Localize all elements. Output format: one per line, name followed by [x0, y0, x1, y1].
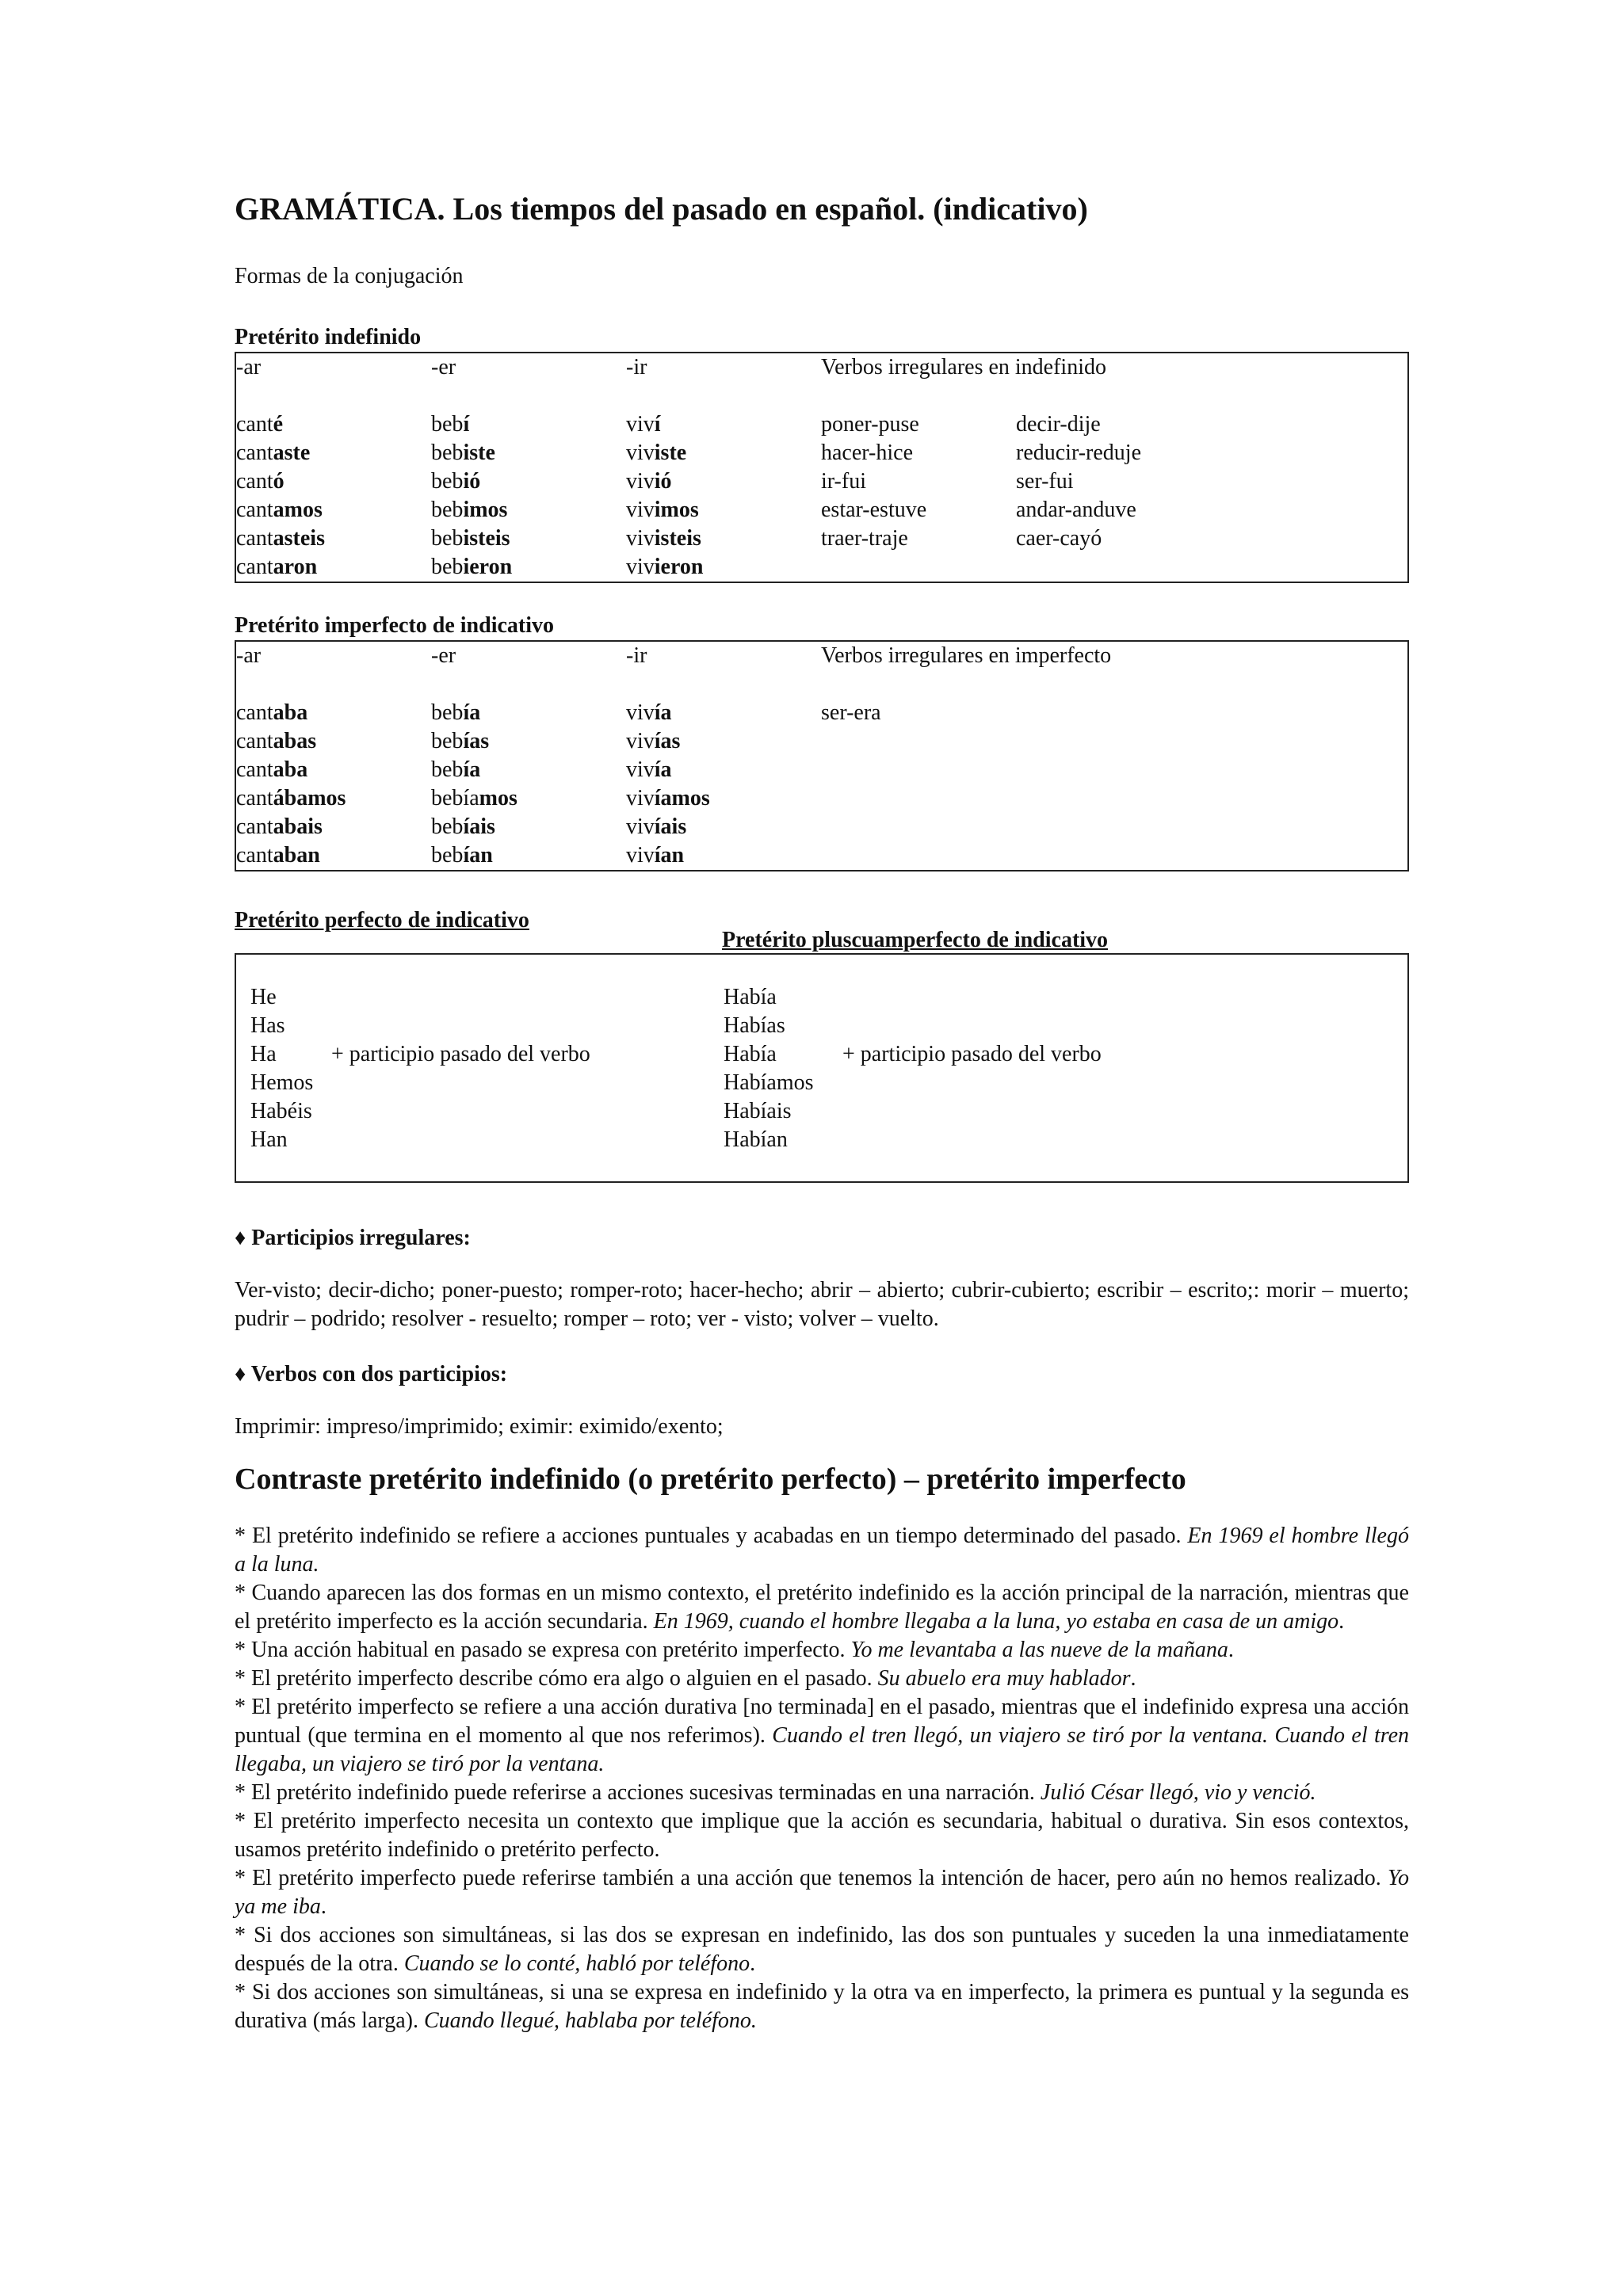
irregular-verb: hacer-hice — [821, 440, 914, 465]
auxiliary-form: Han — [250, 1127, 288, 1153]
example-sentence: Cuando llegué, hablaba por teléfono. — [423, 2008, 757, 2033]
auxiliary-form: Habían — [724, 1127, 788, 1153]
er-form: bebía — [431, 757, 481, 782]
irregular-verb — [821, 727, 1016, 756]
auxiliary-form: Has — [250, 1013, 285, 1039]
ar-form: cantasteis — [236, 525, 325, 551]
example-sentence: Julió César llegó, vio y venció. — [1040, 1779, 1316, 1805]
auxiliary-form: Ha — [250, 1042, 277, 1067]
ir-form: vivimos — [626, 497, 699, 522]
irregular-verb — [821, 553, 1016, 582]
imperfecto-table — [235, 640, 1409, 871]
irregular-verb — [821, 841, 1016, 870]
perfecto-label: Pretérito perfecto de indicativo — [235, 907, 529, 933]
conjugation-row — [236, 813, 1407, 841]
ar-form: cantábamos — [236, 785, 346, 810]
spacer — [236, 670, 1407, 699]
grammar-note: * Cuando aparecen las dos formas en un mismo contexto, el pretérito indefinido es la acción principal de la narración, mientras que el pretérito imperfecto es la acción secundaria. En 1969, cuando el hombre llegaba a la luna, yo estaba en casa de un amigo. — [235, 1580, 1409, 1634]
example-sentence: Yo ya me iba — [235, 1865, 1409, 1919]
auxiliary-form: Habíamos — [724, 1070, 814, 1096]
example-sentence: Su abuelo era muy hablador — [877, 1665, 1131, 1691]
perfecto-suffix: + participio pasado del verbo — [331, 1042, 590, 1067]
grammar-note: * El pretérito imperfecto se refiere a una acción durativa [no terminada] en el pasado, mientras que el indefinido expresa una acción puntual (que termina en el momento al que nos referimos). Cuando el tren llegó, un viajero se tiró por la ventana. Cuando el tren llegaba, un viajero se tiró por la ventana. — [235, 1694, 1410, 1776]
er-form: bebió — [431, 468, 481, 494]
compound-tenses-box — [235, 953, 1409, 1183]
column-header: -ar — [236, 354, 262, 379]
irregular-verb: decir-dije — [1016, 411, 1101, 437]
grammar-note: * Si dos acciones son simultáneas, si una se expresa en indefinido y la otra va en imperfecto, la primera es puntual y la segunda es durativa (más larga). Cuando llegué, hablaba por teléfono. — [235, 1979, 1409, 2033]
er-form: bebiste — [431, 440, 495, 465]
ir-form: viviste — [626, 440, 687, 465]
irregular-verb — [1016, 553, 1254, 582]
page-title: GRAMÁTICA. Los tiempos del pasado en español. (indicativo) — [235, 191, 1088, 227]
ar-form: cantaron — [236, 554, 318, 579]
auxiliary-form: Habías — [724, 1013, 785, 1039]
conjugation-row — [236, 727, 1407, 756]
auxiliary-form: Hemos — [250, 1070, 314, 1096]
column-header: -ar — [236, 643, 262, 668]
imperfecto-label: Pretérito imperfecto de indicativo — [235, 612, 555, 638]
ir-form: vivíais — [626, 814, 687, 839]
ir-form: vivía — [626, 700, 672, 725]
example-sentence: Cuando el tren llegó, un viajero se tiró por la ventana. Cuando el tren llegaba, un viajero se tiró por la ventana. — [235, 1722, 1410, 1776]
irregular-verb — [821, 813, 1016, 841]
column-header: -er — [431, 643, 456, 668]
example-sentence: Cuando se lo conté, habló por teléfono — [403, 1951, 750, 1976]
contraste-notes — [235, 1522, 1409, 2035]
auxiliary-form: Habéis — [250, 1099, 312, 1124]
conjugation-row — [236, 524, 1407, 553]
conjugation-row — [236, 496, 1407, 524]
auxiliary-form: He — [250, 985, 277, 1010]
column-header: Verbos irregulares en indefinido — [821, 354, 1106, 379]
irregular-verb: ser-era — [821, 700, 881, 725]
conjugation-row — [236, 784, 1407, 813]
irregular-verb: ir-fui — [821, 468, 866, 494]
auxiliary-form: Habíais — [724, 1099, 792, 1124]
er-form: bebíamos — [431, 785, 517, 810]
conjugation-row — [236, 410, 1407, 439]
conjugation-row — [236, 439, 1407, 467]
conjugation-row — [236, 841, 1407, 870]
er-form: bebíais — [431, 814, 495, 839]
pluscuamperfecto-suffix: + participio pasado del verbo — [842, 1042, 1102, 1067]
er-form: bebían — [431, 842, 493, 868]
conjugation-row — [236, 553, 1407, 582]
subtitle: Formas de la conjugación — [235, 264, 464, 288]
irregular-verb: caer-cayó — [1016, 525, 1102, 551]
ir-form: vivió — [626, 468, 672, 494]
ar-form: cantabas — [236, 728, 317, 753]
grammar-note: * El pretérito imperfecto puede referirse también a una acción que tenemos la intención de hacer, pero aún no hemos realizado. Yo ya me iba. — [235, 1865, 1409, 1919]
auxiliary-form: Había — [724, 985, 777, 1010]
grammar-note: * El pretérito indefinido se refiere a acciones puntuales y acabadas en un tiempo determinado del pasado. En 1969 el hombre llegó a la luna. — [235, 1523, 1409, 1577]
compound-tenses-header — [235, 906, 1409, 954]
er-form: bebías — [431, 728, 490, 753]
grammar-note: * El pretérito indefinido puede referirse a acciones sucesivas terminadas en una narración. Julió César llegó, vio y venció. — [235, 1779, 1316, 1805]
ir-form: vivíamos — [626, 785, 710, 810]
ar-form: cantaba — [236, 700, 308, 725]
grammar-note: * El pretérito imperfecto necesita un contexto que implique que la acción es secundaria, habitual o durativa. Sin esos contextos, usamos pretérito indefinido o pretérito perfecto. — [235, 1808, 1409, 1862]
table-header-row — [236, 642, 1407, 670]
ir-form: vivía — [626, 757, 672, 782]
participios-heading: ♦ Participios irregulares: — [235, 1226, 471, 1251]
column-header: -er — [431, 354, 456, 379]
er-form: bebía — [431, 700, 481, 725]
grammar-note: * El pretérito imperfecto describe cómo era algo o alguien en el pasado. Su abuelo era muy hablador. — [235, 1665, 1136, 1691]
grammar-note: * Si dos acciones son simultáneas, si las dos se expresan en indefinido, las dos son puntuales y suceden la una inmediatamente después de la otra. Cuando se lo conté, habló por teléfono. — [235, 1922, 1409, 1976]
document-page — [235, 190, 1409, 2035]
dos-participios-text: Imprimir: impreso/imprimido; eximir: eximido/exento; — [235, 1414, 724, 1440]
example-sentence: En 1969, cuando el hombre llegaba a la luna, yo estaba en casa de un amigo — [653, 1608, 1339, 1634]
er-form: bebí — [431, 411, 470, 437]
conjugation-row — [236, 699, 1407, 727]
ir-form: vivieron — [626, 554, 704, 579]
irregular-verb: reducir-reduje — [1016, 440, 1142, 465]
participios-text: Ver-visto; decir-dicho; poner-puesto; romper-roto; hacer-hecho; abrir – abierto; cubrir-cubierto; escribir – escrito;: morir – muerto; pudrir – podrido; resolver - resuelto; romper – roto; ver - visto; volver – vuelto. — [235, 1278, 1409, 1332]
ar-form: cantamos — [236, 497, 323, 522]
ir-form: vivías — [626, 728, 681, 753]
indefinido-table — [235, 352, 1409, 583]
ir-form: vivisteis — [626, 525, 701, 551]
example-sentence: Yo me levantaba a las nueve de la mañana — [850, 1637, 1228, 1662]
irregular-verb: poner-puse — [821, 411, 919, 437]
example-sentence: En 1969 el hombre llegó a la luna. — [235, 1523, 1409, 1577]
grammar-note: * Una acción habitual en pasado se expresa con pretérito imperfecto. Yo me levantaba a las nueve de la mañana. — [235, 1637, 1234, 1662]
conjugation-row — [236, 467, 1407, 496]
column-header: Verbos irregulares en imperfecto — [821, 643, 1112, 668]
column-header: -ir — [626, 643, 647, 668]
irregular-verb: ser-fui — [1016, 468, 1074, 494]
irregular-verb: andar-anduve — [1016, 497, 1136, 522]
ar-form: cantaste — [236, 440, 311, 465]
ir-form: viví — [626, 411, 661, 437]
irregular-verb — [821, 784, 1016, 813]
column-header: -ir — [626, 354, 647, 379]
auxiliary-form: Había — [724, 1042, 777, 1067]
irregular-verb: traer-traje — [821, 525, 908, 551]
ir-form: vivían — [626, 842, 685, 868]
ar-form: canté — [236, 411, 284, 437]
dos-participios-heading: ♦ Verbos con dos participios: — [235, 1362, 508, 1387]
perfecto-forms — [250, 983, 313, 1154]
ar-form: cantaban — [236, 842, 320, 868]
ar-form: cantaba — [236, 757, 308, 782]
er-form: bebisteis — [431, 525, 510, 551]
table-header-row — [236, 353, 1407, 382]
pluscuamperfecto-label: Pretérito pluscuamperfecto de indicativo — [722, 927, 1109, 952]
indefinido-label: Pretérito indefinido — [235, 324, 422, 349]
pluscuamperfecto-forms — [724, 983, 814, 1154]
ar-form: cantó — [236, 468, 285, 494]
conjugation-row — [236, 756, 1407, 784]
irregular-verb: estar-estuve — [821, 497, 927, 522]
er-form: bebieron — [431, 554, 513, 579]
spacer — [236, 382, 1407, 410]
contraste-heading: Contraste pretérito indefinido (o pretérito perfecto) – pretérito imperfecto — [235, 1463, 1186, 1497]
irregular-verb — [821, 756, 1016, 784]
ar-form: cantabais — [236, 814, 323, 839]
er-form: bebimos — [431, 497, 508, 522]
